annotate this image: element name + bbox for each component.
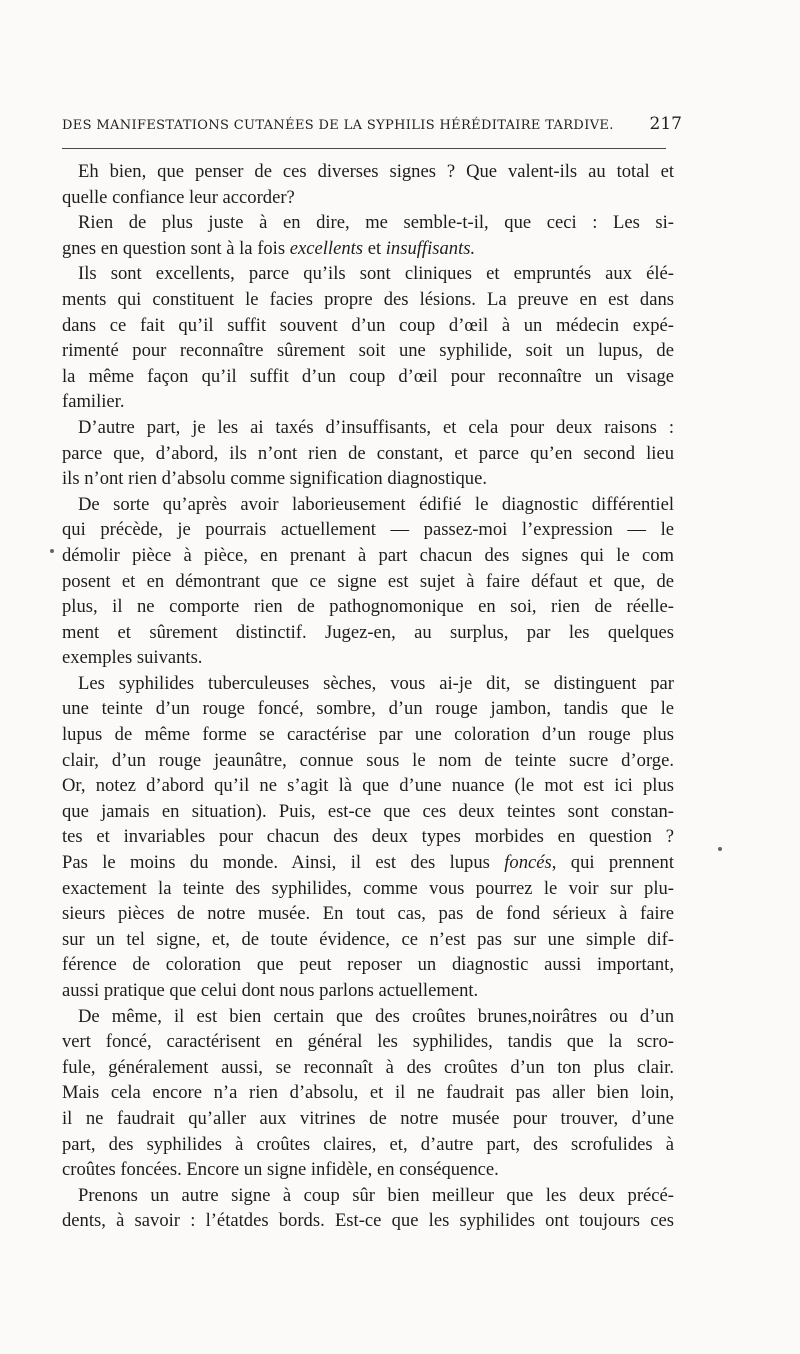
text-line: lupus de même forme se caractérise par une coloration d’un rouge plus (62, 724, 674, 746)
text-line: dans ce fait qu’il suffit souvent d’un coup d’œil à un médecin expé- (62, 314, 674, 336)
running-header (62, 114, 682, 134)
print-speck (718, 847, 722, 851)
text-line: que jamais en situation). Puis, est-ce que ces deux teintes sont constan- (62, 800, 674, 822)
text-line: Pas le moins du monde. Ainsi, il est des lupus foncés, qui prennent (62, 852, 674, 874)
page-number: 217 (649, 114, 682, 134)
text-line: Prenons un autre signe à coup sûr bien meilleur que les deux précé- (78, 1184, 674, 1206)
print-speck (50, 549, 54, 553)
text-line: férence de coloration que peut reposer un diagnostic aussi important, (62, 954, 674, 976)
text-line: plus, il ne comporte rien de pathognomonique en soi, rien de réelle- (62, 596, 674, 618)
text-line: ment et sûrement distinctif. Jugez-en, au surplus, par les quelques (62, 621, 674, 643)
text-line: dents, à savoir : l’étatdes bords. Est-ce que les syphilides ont toujours ces (62, 1210, 674, 1232)
text-line: part, des syphilides à croûtes claires, et, d’autre part, des scrofulides à (62, 1133, 674, 1155)
text-line: De sorte qu’après avoir laborieusement édifié le diagnostic différentiel (78, 493, 674, 515)
text-line: quelle confiance leur accorder? (62, 186, 295, 208)
text-line: Les syphilides tuberculeuses sèches, vous ai-je dit, se distinguent par (78, 672, 674, 694)
text-line: aussi pratique que celui dont nous parlons actuellement. (62, 980, 479, 1001)
text-line: Rien de plus juste à en dire, me semble-t-il, que ceci : Les si- (78, 212, 674, 234)
text-line: familier. (62, 391, 125, 413)
text-line: clair, d’un rouge jeaunâtre, connue sous le nom de teinte sucre d’orge. (62, 749, 674, 771)
text-line: sieurs pièces de notre musée. En tout cas, pas de fond sérieux à faire (62, 903, 674, 925)
text-line: exemples suivants. (62, 647, 203, 669)
header-rule (62, 148, 666, 149)
text-line: croûtes foncées. Encore un signe infidèle, en conséquence. (62, 1159, 499, 1181)
text-line: De même, il est bien certain que des croûtes brunes,noirâtres ou d’un (78, 1005, 674, 1027)
text-line: Eh bien, que penser de ces diverses signes ? Que valent-ils au total et (78, 161, 674, 182)
text-line: Or, notez d’abord qu’il ne s’agit là que d’une nuance (le mot est ici plus (62, 775, 674, 797)
text-line: ils n’ont rien d’absolu comme signification diagnostique. (62, 468, 487, 490)
text-line: parce que, d’abord, ils n’ont rien de constant, et parce qu’en second lieu (62, 442, 674, 464)
text-line: fule, généralement aussi, se reconnaît à des croûtes d’un ton plus clair. (62, 1056, 674, 1078)
text-line: D’autre part, je les ai taxés d’insuffisants, et cela pour deux raisons : (78, 416, 674, 438)
body-text (62, 159, 674, 1234)
text-line: qui précède, je pourrais actuellement — passez-moi l’expression — le (62, 519, 674, 541)
text-line: rimenté pour reconnaître sûrement soit une syphilide, soit un lupus, de (62, 340, 674, 362)
text-line: Mais cela encore n’a rien d’absolu, et il ne faudrait pas aller bien loin, (62, 1082, 674, 1104)
text-line: gnes en question sont à la fois excellents et insuffisants. (62, 237, 476, 259)
text-line: démolir pièce à pièce, en prenant à part chacun des signes qui le com (62, 544, 674, 566)
text-line: Ils sont excellents, parce qu’ils sont cliniques et empruntés aux élé- (78, 263, 674, 285)
text-line: la même façon qu’il suffit d’un coup d’œil pour reconnaître un visage (62, 365, 674, 387)
text-line: vert foncé, caractérisent en général les syphilides, tandis que la scro- (62, 1031, 674, 1053)
header-title: DES MANIFESTATIONS CUTANÉES DE LA SYPHILIS HÉRÉDITAIRE TARDIVE. (62, 118, 614, 133)
text-line: il ne faudrait qu’aller aux vitrines de notre musée pour trouver, d’une (62, 1107, 674, 1129)
text-line: posent et en démontrant que ce signe est sujet à faire défaut et que, de (62, 570, 674, 592)
text-line: ments qui constituent le facies propre des lésions. La preuve en est dans (62, 288, 674, 310)
text-line: tes et invariables pour chacun des deux types morbides en question ? (62, 826, 674, 848)
text-line: une teinte d’un rouge foncé, sombre, d’un rouge jambon, tandis que le (62, 698, 674, 720)
text-line: exactement la teinte des syphilides, comme vous pourrez le voir sur plu- (62, 877, 674, 899)
text-line: sur un tel signe, et, de toute évidence, ce n’est pas sur une simple dif- (62, 928, 674, 950)
